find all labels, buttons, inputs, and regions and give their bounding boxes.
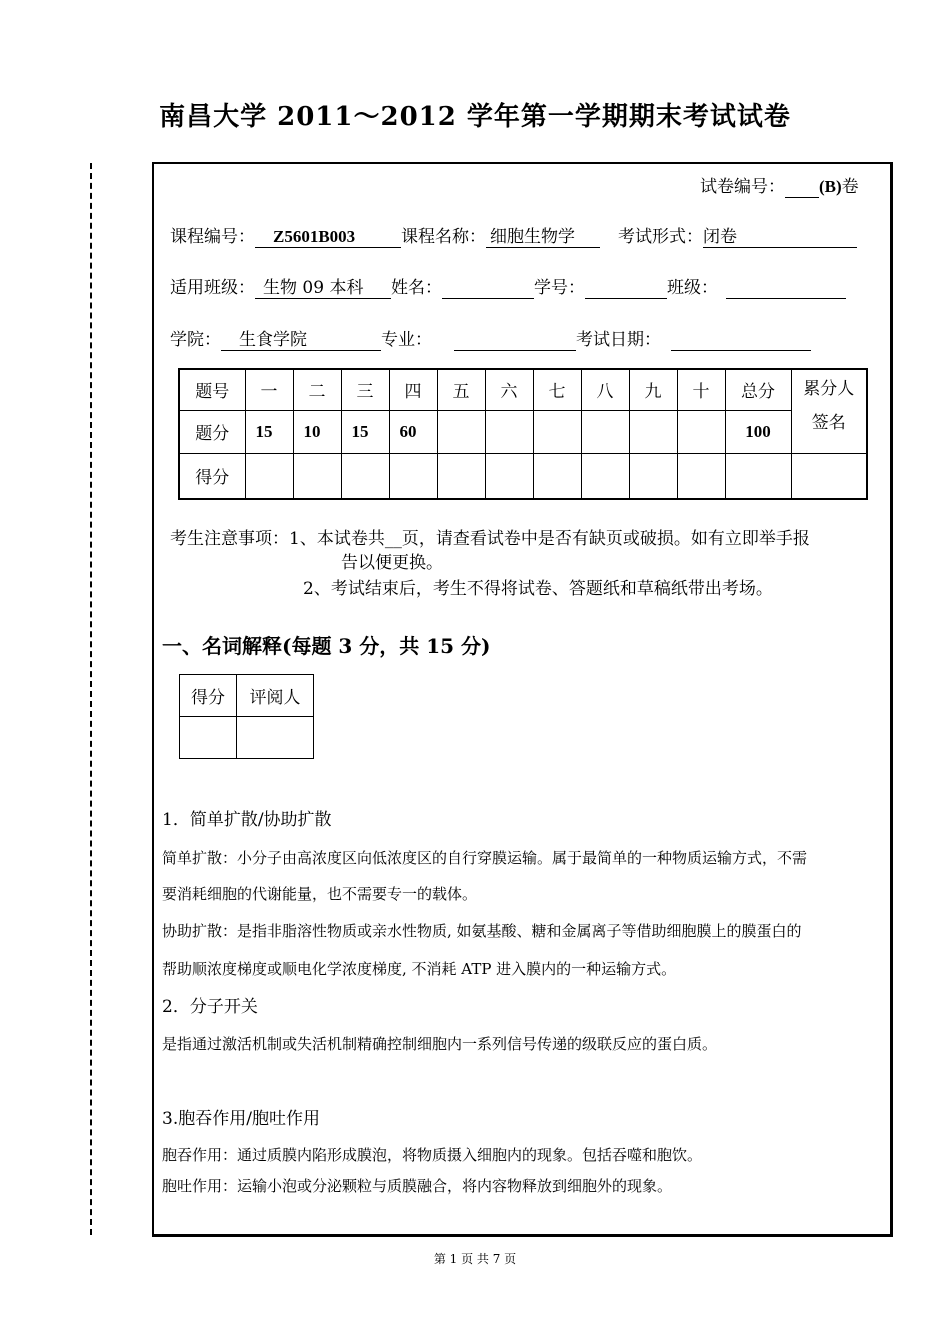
date-field <box>671 330 811 351</box>
course-code-value: Z5601B003 <box>255 227 401 248</box>
class2-field <box>726 278 846 299</box>
points-cell <box>581 410 629 453</box>
student-no-field <box>585 278 667 299</box>
signer-label-1: 累分人 <box>803 379 855 399</box>
grader-score-label: 得分 <box>180 675 237 717</box>
obtained-cell[interactable] <box>485 453 533 499</box>
course-row <box>170 222 857 248</box>
obtained-cell[interactable] <box>533 453 581 499</box>
paper-number-row <box>700 172 859 198</box>
points-cell: 10 <box>293 410 341 453</box>
notice-label: 考生注意事项： <box>170 529 289 549</box>
points-cell <box>629 410 677 453</box>
points-cell <box>437 410 485 453</box>
course-name-label: 课程名称： <box>401 227 486 247</box>
paper-number-field <box>785 177 819 198</box>
col-header: 一 <box>245 369 293 410</box>
answer-line: 胞吐作用：运输小泡或分泌颗粒与质膜融合，将内容物释放到细胞外的现象。 <box>162 1177 673 1195</box>
binding-dashed-line <box>90 163 92 1235</box>
points-cell <box>485 410 533 453</box>
class-value: 生物 09 本科 <box>255 273 391 299</box>
course-code-label: 课程编号： <box>170 227 255 247</box>
notice-item-1-cont: 告以便更换。 <box>341 553 443 573</box>
answer-line: 简单扩散：小分子由高浓度区向低浓度区的自行穿膜运输。属于最简单的一种物质运输方式，不需 <box>162 849 808 867</box>
question-3-title: 3.胞吞作用/胞吐作用 <box>162 1109 320 1129</box>
page-title: 南昌大学 2011～2012 学年第一学期期末考试试卷 <box>159 102 791 132</box>
col-header: 八 <box>581 369 629 410</box>
row-label-points: 题分 <box>179 410 245 453</box>
grader-reviewer-field[interactable] <box>237 717 314 759</box>
signer-cell <box>791 369 867 453</box>
obtained-signer-cell[interactable] <box>791 453 867 499</box>
col-header: 九 <box>629 369 677 410</box>
student-no-label: 学号： <box>534 278 585 298</box>
grader-score-field[interactable] <box>180 717 237 759</box>
college-value: 生食学院 <box>221 325 381 351</box>
grader-reviewer-label: 评阅人 <box>237 675 314 717</box>
score-table-obtained-row <box>179 453 867 499</box>
paper-type-suffix: 卷 <box>841 177 859 197</box>
points-total-cell: 100 <box>725 410 791 453</box>
section-1-title: 一、名词解释(每题 3 分，共 15 分) <box>162 634 491 658</box>
name-field <box>442 278 534 299</box>
obtained-cell[interactable] <box>293 453 341 499</box>
course-name-value: 细胞生物学 <box>486 222 600 248</box>
col-header-total: 总分 <box>725 369 791 410</box>
row-label-question-no: 题号 <box>179 369 245 410</box>
answer-line: 协助扩散：是指非脂溶性物质或亲水性物质, 如氨基酸、糖和金属离子等借助细胞膜上的膜蛋白的 <box>162 922 802 940</box>
major-field <box>454 330 576 351</box>
obtained-cell[interactable] <box>629 453 677 499</box>
name-label: 姓名： <box>391 278 442 298</box>
exam-form-value: 闭卷 <box>703 222 857 248</box>
row-label-obtained: 得分 <box>179 453 245 499</box>
col-header: 十 <box>677 369 725 410</box>
obtained-cell[interactable] <box>437 453 485 499</box>
college-row <box>170 325 811 351</box>
score-table-header-row <box>179 369 867 410</box>
col-header: 二 <box>293 369 341 410</box>
answer-line: 帮助顺浓度梯度或顺电化学浓度梯度, 不消耗 ATP 进入膜内的一种运输方式。 <box>162 960 677 978</box>
page-footer: 第 1 页 共 7 页 <box>433 1252 517 1266</box>
answer-line: 要消耗细胞的代谢能量，也不需要专一的载体。 <box>162 885 478 903</box>
class-label: 适用班级： <box>170 278 255 298</box>
date-label: 考试日期： <box>576 330 661 350</box>
col-header: 四 <box>389 369 437 410</box>
paper-number-label: 试卷编号： <box>700 177 785 197</box>
obtained-cell[interactable] <box>725 453 791 499</box>
notice-item-1: 1、本试卷共__页，请查看试卷中是否有缺页或破损。如有立即举手报 <box>289 529 810 549</box>
notice-block <box>170 527 810 551</box>
exam-form-label: 考试形式： <box>618 227 703 247</box>
col-header: 六 <box>485 369 533 410</box>
notice-item-2: 2、考试结束后，考生不得将试卷、答题纸和草稿纸带出考场。 <box>303 579 773 599</box>
points-cell <box>533 410 581 453</box>
obtained-cell[interactable] <box>245 453 293 499</box>
answer-line: 是指通过激活机制或失活机制精确控制细胞内一系列信号传递的级联反应的蛋白质。 <box>162 1035 718 1053</box>
col-header: 七 <box>533 369 581 410</box>
score-table-points-row <box>179 410 867 453</box>
signer-label-2: 签名 <box>811 413 846 433</box>
class-row <box>170 273 846 299</box>
obtained-cell[interactable] <box>341 453 389 499</box>
class2-label: 班级： <box>667 278 718 298</box>
question-1-title: 1．简单扩散/协助扩散 <box>162 810 332 830</box>
obtained-cell[interactable] <box>677 453 725 499</box>
major-label: 专业： <box>381 330 432 350</box>
obtained-cell[interactable] <box>581 453 629 499</box>
obtained-cell[interactable] <box>389 453 437 499</box>
grader-table <box>179 674 314 759</box>
question-2-title: 2．分子开关 <box>162 997 258 1017</box>
score-table <box>178 368 868 500</box>
answer-line: 胞吞作用：通过质膜内陷形成膜泡，将物质摄入细胞内的现象。包括吞噬和胞饮。 <box>162 1146 703 1164</box>
points-cell: 60 <box>389 410 437 453</box>
points-cell: 15 <box>341 410 389 453</box>
col-header: 三 <box>341 369 389 410</box>
paper-type: (B) <box>819 177 842 196</box>
col-header: 五 <box>437 369 485 410</box>
college-label: 学院： <box>170 330 221 350</box>
points-cell <box>677 410 725 453</box>
points-cell: 15 <box>245 410 293 453</box>
